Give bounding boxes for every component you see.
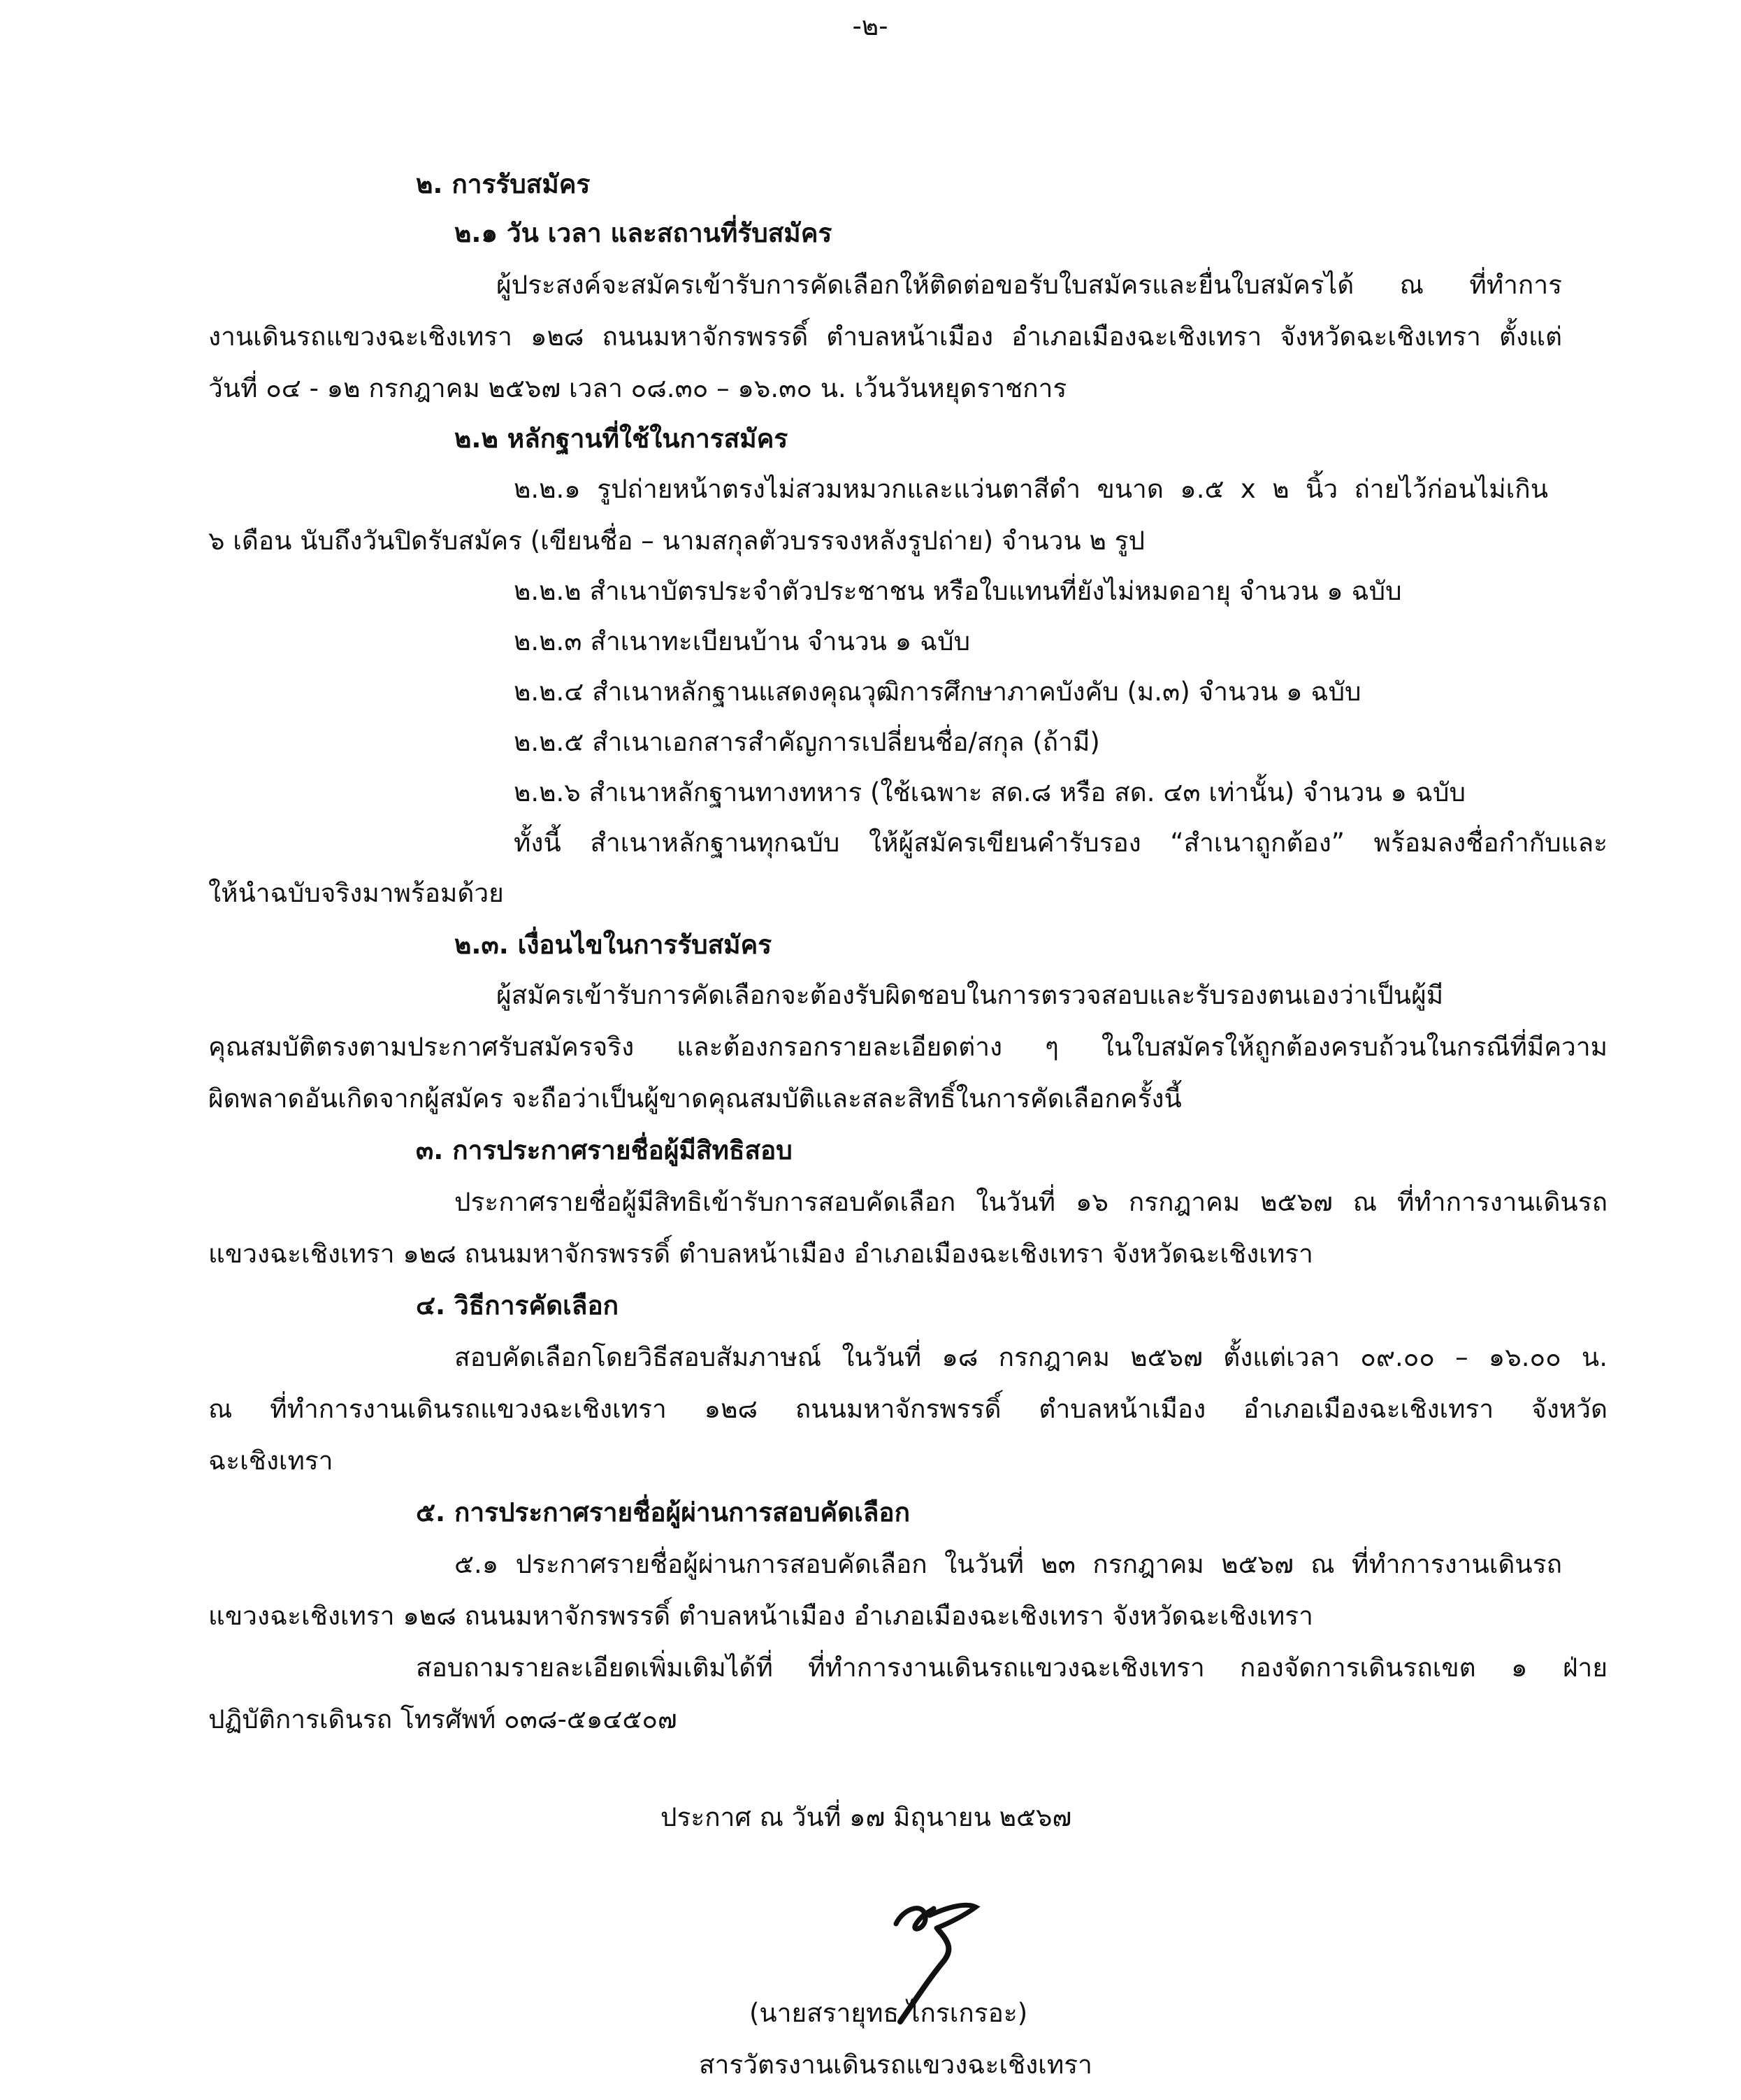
section-2-2-heading: ๒.๒ หลักฐานที่ใช้ในการสมัคร (454, 424, 788, 454)
signer-name: (นายสรายุทธ ไกรเกรอะ) (749, 1998, 1028, 2028)
section-2-3-heading: ๒.๓. เงื่อนไขในการรับสมัคร (454, 930, 772, 960)
section-2-heading: ๒. การรับสมัคร (416, 169, 591, 199)
signer-title: สารวัตรงานเดินรถแขวงฉะเชิงเทรา (699, 2050, 1092, 2080)
section-5-heading: ๕. การประกาศรายชื่อผู้ผ่านการสอบคัดเลือก (416, 1497, 911, 1527)
section-2-3-line-2: คุณสมบัติตรงตามประกาศรับสมัครจริง และต้องกรอกรายละเอียดต่าง ๆ ในใบสมัครให้ถูกต้องครบถ้วนในกรณีที่มีความ (208, 1032, 1608, 1062)
note-line-1: ทั้งนี้ สำเนาหลักฐานทุกฉบับ ให้ผู้สมัครเขียนคำรับรอง “สำเนาถูกต้อง” พร้อมลงชื่อกำกับและ (514, 828, 1608, 858)
section-5-1-line-1: ๕.๑ ประกาศรายชื่อผู้ผ่านการสอบคัดเลือก ในวันที่ ๒๓ กรกฎาคม ๒๕๖๗ ณ ที่ทำการงานเดินรถ (454, 1549, 1562, 1579)
section-2-3-line-3: ผิดพลาดอันเกิดจากผู้สมัคร จะถือว่าเป็นผู้ขาดคุณสมบัติและสละสิทธิ์ในการคัดเลือกครั้งนี้ (208, 1084, 1182, 1114)
section-3-line-2: แขวงฉะเชิงเทรา ๑๒๘ ถนนมหาจักรพรรดิ์ ตำบลหน้าเมือง อำเภอเมืองฉะเชิงเทรา จังหวัดฉะเชิงเทรา (208, 1239, 1313, 1269)
section-5-1-line-2: แขวงฉะเชิงเทรา ๑๒๘ ถนนมหาจักรพรรดิ์ ตำบลหน้าเมือง อำเภอเมืองฉะเชิงเทรา จังหวัดฉะเชิงเทรา (208, 1601, 1313, 1631)
section-2-2-5: ๒.๒.๕ สำเนาเอกสารสำคัญการเปลี่ยนชื่อ/สกุล (ถ้ามี) (514, 727, 1100, 757)
section-2-2-4: ๒.๒.๔ สำเนาหลักฐานแสดงคุณวุฒิการศึกษาภาคบังคับ (ม.๓) จำนวน ๑ ฉบับ (514, 677, 1361, 707)
section-2-2-1-line-2: ๖ เดือน นับถึงวันปิดรับสมัคร (เขียนชื่อ – นามสกุลตัวบรรจงหลังรูปถ่าย) จำนวน ๒ รูป (208, 526, 1145, 556)
contact-line-2: ปฏิบัติการเดินรถ โทรศัพท์ ๐๓๘-๕๑๔๕๐๗ (208, 1704, 677, 1734)
section-2-2-6: ๒.๒.๖ สำเนาหลักฐานทางทหาร (ใช้เฉพาะ สด.๘ หรือ สด. ๔๓ เท่านั้น) จำนวน ๑ ฉบับ (514, 777, 1466, 807)
section-2-1-line-1: ผู้ประสงค์จะสมัครเข้ารับการคัดเลือกให้ติดต่อขอรับใบสมัครและยื่นใบสมัครได้ ณ ที่ทำการ (496, 270, 1562, 300)
contact-line-1: สอบถามรายละเอียดเพิ่มเติมได้ที่ ที่ทำการงานเดินรถแขวงฉะเชิงเทรา กองจัดการเดินรถเขต ๑ ฝ่าย (416, 1653, 1608, 1683)
section-3-line-1: ประกาศรายชื่อผู้มีสิทธิเข้ารับการสอบคัดเลือก ในวันที่ ๑๖ กรกฎาคม ๒๕๖๗ ณ ที่ทำการงานเดินรถ (454, 1187, 1608, 1217)
section-4-line-1: สอบคัดเลือกโดยวิธีสอบสัมภาษณ์ ในวันที่ ๑๘ กรกฎาคม ๒๕๖๗ ตั้งแต่เวลา ๐๙.๐๐ – ๑๖.๐๐ น. (454, 1342, 1608, 1372)
section-2-1-heading: ๒.๑ วัน เวลา และสถานที่รับสมัคร (454, 218, 832, 248)
section-2-2-1-line-1: ๒.๒.๑ รูปถ่ายหน้าตรงไม่สวมหมวกและแว่นตาสีดำ ขนาด ๑.๕ x ๒ นิ้ว ถ่ายไว้ก่อนไม่เกิน (514, 474, 1548, 504)
note-line-2: ให้นำฉบับจริงมาพร้อมด้วย (208, 878, 504, 908)
section-2-1-line-2: งานเดินรถแขวงฉะเชิงเทรา ๑๒๘ ถนนมหาจักรพรรดิ์ ตำบลหน้าเมือง อำเภอเมืองฉะเชิงเทรา จังหวัดฉะเชิงเทรา ตั้งแต่ (208, 322, 1562, 352)
section-2-3-line-1: ผู้สมัครเข้ารับการคัดเลือกจะต้องรับผิดชอบในการตรวจสอบและรับรองตนเองว่าเป็นผู้มี (496, 980, 1444, 1010)
section-4-line-3: ฉะเชิงเทรา (208, 1446, 333, 1476)
section-2-1-line-3: วันที่ ๐๔ - ๑๒ กรกฎาคม ๒๕๖๗ เวลา ๐๘.๓๐ – ๑๖.๓๐ น. เว้นวันหยุดราชการ (208, 373, 1067, 403)
section-2-2-3: ๒.๒.๓ สำเนาทะเบียนบ้าน จำนวน ๑ ฉบับ (514, 626, 971, 656)
section-4-heading: ๔. วิธีการคัดเลือก (416, 1290, 619, 1321)
page-number: -๒- (852, 11, 888, 41)
section-2-2-2: ๒.๒.๒ สำเนาบัตรประจำตัวประชาชน หรือใบแทนที่ยังไม่หมดอายุ จำนวน ๑ ฉบับ (514, 576, 1402, 606)
section-4-line-2: ณ ที่ทำการงานเดินรถแขวงฉะเชิงเทรา ๑๒๘ ถนนมหาจักรพรรดิ์ ตำบลหน้าเมือง อำเภอเมืองฉะเชิงเทรา จังหวัด (208, 1394, 1608, 1424)
section-3-heading: ๓. การประกาศรายชื่อผู้มีสิทธิสอบ (416, 1135, 793, 1165)
announcement-date: ประกาศ ณ วันที่ ๑๗ มิถุนายน ๒๕๖๗ (660, 1802, 1072, 1832)
